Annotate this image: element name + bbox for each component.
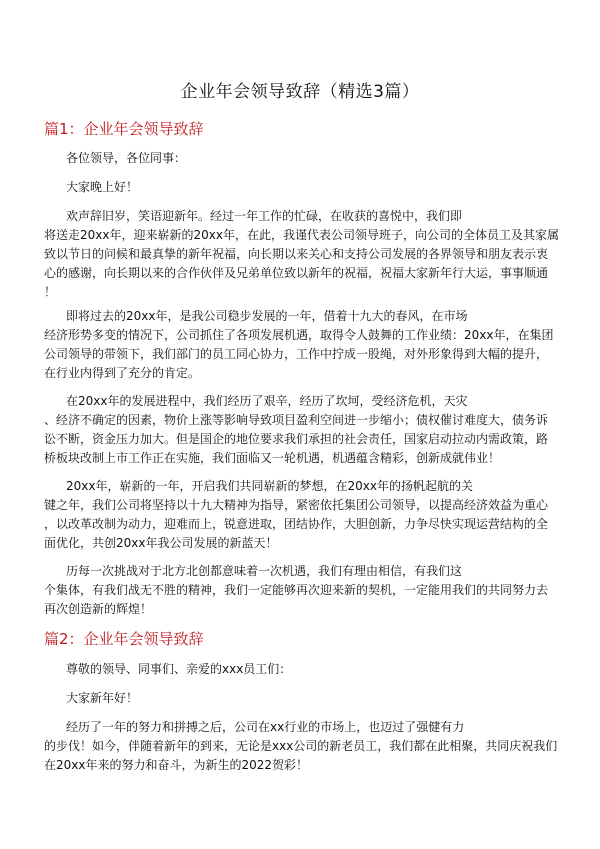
paragraph-line: 大家新年好！ bbox=[66, 691, 139, 705]
paragraph-line: 将送走20xx年，迎来崭新的20xx年，在此，我谨代表公司领导班子，向公司的全体员工及其家属 bbox=[44, 228, 559, 242]
paragraph-line: 致以节日的问候和最真挚的新年祝福，向长期以来关心和支持公司发展的各界领导和朋友表示衷 bbox=[44, 247, 549, 261]
paragraph-line: ！ bbox=[44, 285, 57, 299]
paragraph-line: 在行业内得到了充分的肯定。 bbox=[44, 366, 201, 380]
paragraph-line: 欢声辞旧岁，笑语迎新年。经过一年工作的忙碌，在收获的喜悦中，我们即 bbox=[66, 209, 463, 223]
paragraph-line: 讼不断，资金压力加大。但是国企的地位要求我们承担的社会责任，国家启动拉动内需政策，路 bbox=[44, 432, 549, 446]
paragraph-line: 再次创造新的辉煌！ bbox=[44, 602, 153, 616]
paragraph-line: 大家晚上好！ bbox=[66, 180, 139, 194]
paragraph-line: 经历了一年的努力和拼搏之后，公司在xx行业的市场上，也迈过了强健有力 bbox=[66, 720, 465, 734]
paragraph-line: 20xx年，崭新的一年，开启我们共同崭新的梦想，在20xx年的扬帆起航的关 bbox=[66, 479, 473, 493]
paragraph-line: 尊敬的领导、同事们、亲爱的xxx员工们： bbox=[66, 662, 292, 676]
paragraph-line: 历每一次挑战对于北方北创都意味着一次机遇，我们有理由相信，有我们这 bbox=[66, 564, 463, 578]
paragraph-line: 心的感谢，向长期以来的合作伙伴及兄弟单位致以新年的祝福，祝福大家新年行大运，事事顺通 bbox=[44, 266, 549, 280]
paragraph-line: 键之年，我们公司将坚持以十九大精神为指导，紧密依托集团公司领导，以提高经济效益为重心 bbox=[44, 498, 549, 512]
section-heading-2: 篇2：企业年会领导致辞 bbox=[44, 630, 204, 648]
paragraph-line: 经济形势多变的情况下，公司抓住了各项发展机遇，取得令人鼓舞的工作业绩：20xx年，在集团 bbox=[44, 328, 554, 342]
paragraph-line: 、经济不确定的因素，物价上涨等影响导致项目盈利空间进一步缩小；债权催讨难度大，债务诉 bbox=[44, 413, 549, 427]
section-heading-1: 篇1：企业年会领导致辞 bbox=[44, 120, 204, 138]
paragraph-line: ，以改革改制为动力，迎难而上，锐意进取，团结协作，大胆创新，力争尽快实现运营结构的全 bbox=[44, 517, 549, 531]
paragraph-line: 面优化，共创20xx年我公司发展的新蓝天！ bbox=[44, 536, 278, 550]
paragraph-line: 公司领导的带领下，我们部门的员工同心协力，工作中拧成一股绳，对外形象得到大幅的提升， bbox=[44, 347, 549, 361]
paragraph-line: 在20xx年的发展进程中，我们经历了艰辛，经历了坎坷，受经济危机，天灾 bbox=[66, 394, 468, 408]
paragraph-line: 的步伐！如今，伴随着新年的到来，无论是xxx公司的新老员工，我们都在此相聚，共同庆祝我们 bbox=[44, 739, 558, 753]
paragraph-line: 各位领导，各位同事： bbox=[66, 151, 187, 165]
paragraph-line: 即将过去的20xx年，是我公司稳步发展的一年，借着十九大的春风，在市场 bbox=[66, 309, 468, 323]
paragraph-line: 桥板块改制上市工作正在实施，我们面临又一轮机遇，机遇蕴含精彩，创新成就伟业！ bbox=[44, 451, 501, 465]
paragraph-line: 在20xx年来的努力和奋斗，为新生的2022贺彩！ bbox=[44, 758, 309, 772]
document-title: 企业年会领导致辞（精选3篇） bbox=[180, 82, 420, 102]
paragraph-line: 个集体，有我们战无不胜的精神，我们一定能够再次迎来新的契机，一定能用我们的共同努力去 bbox=[44, 583, 549, 597]
